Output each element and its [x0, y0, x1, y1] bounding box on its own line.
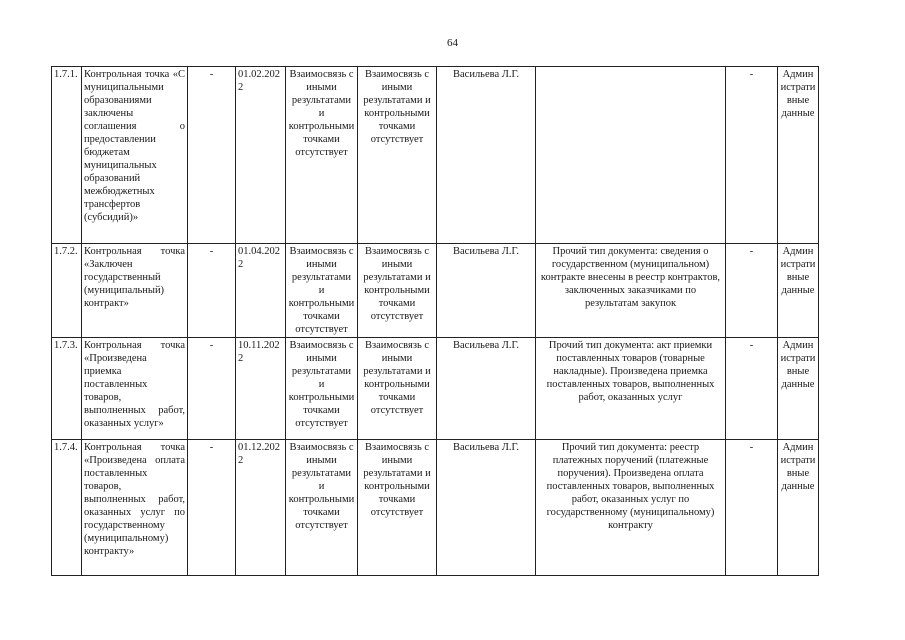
control-points-table — [51, 66, 819, 576]
row-number: 1.7.4. — [52, 440, 82, 576]
base-value: - — [188, 440, 236, 576]
info-system: - — [726, 440, 778, 576]
page-number: 64 — [447, 37, 458, 49]
document-type: Прочий тип документа: акт приемки поставленных товаров (товарные накладные). Произведена приемка поставленных товаров, выполненных работ, оказанных услуг — [536, 338, 726, 440]
table-row — [52, 67, 819, 244]
document-type: Прочий тип документа: реестр платежных поручений (платежные поручения). Произведена оплата поставленных товаров, выполненных работ, оказанных услуг по государственному (муниципальному) контракту — [536, 440, 726, 576]
data-source: Административные данные — [778, 338, 819, 440]
link-points: Взаимосвязь с иными результатами и контрольными точками отсутствует — [358, 338, 437, 440]
control-point-name: Контрольная точка «Заключен государственный (муниципальный) контракт» — [82, 244, 188, 338]
due-date: 01.02.2022 — [236, 67, 286, 244]
control-point-name: Контрольная точка «С муниципальными образованиями заключены соглашения о предоставлении бюджетам муниципальных образований межбюджетных трансфертов (субсидий)» — [82, 67, 188, 244]
row-number: 1.7.3. — [52, 338, 82, 440]
base-value: - — [188, 338, 236, 440]
info-system: - — [726, 244, 778, 338]
link-results: Взаимосвязь с иными результатами и контрольными точками отсутствует — [286, 244, 358, 338]
base-value: - — [188, 67, 236, 244]
info-system: - — [726, 338, 778, 440]
row-number: 1.7.2. — [52, 244, 82, 338]
link-points: Взаимосвязь с иными результатами и контрольными точками отсутствует — [358, 244, 437, 338]
table-row — [52, 440, 819, 576]
document-type: Прочий тип документа: сведения о государственном (муниципальном) контракте внесены в реестр контрактов, заключенных заказчиками по результатам закупок — [536, 244, 726, 338]
responsible-person: Васильева Л.Г. — [437, 244, 536, 338]
link-results: Взаимосвязь с иными результатами и контрольными точками отсутствует — [286, 67, 358, 244]
document-type — [536, 67, 726, 244]
due-date: 01.04.2022 — [236, 244, 286, 338]
control-point-name: Контрольная точка «Произведена приемка поставленных товаров, выполненных работ, оказанных услуг» — [82, 338, 188, 440]
data-source: Административные данные — [778, 440, 819, 576]
info-system: - — [726, 67, 778, 244]
table-row — [52, 244, 819, 338]
due-date: 10.11.2022 — [236, 338, 286, 440]
data-source: Административные данные — [778, 244, 819, 338]
responsible-person: Васильева Л.Г. — [437, 440, 536, 576]
base-value: - — [188, 244, 236, 338]
control-point-name: Контрольная точка «Произведена оплата поставленных товаров, выполненных работ, оказанных услуг по государственному (муниципальному) контракту» — [82, 440, 188, 576]
table-row — [52, 338, 819, 440]
responsible-person: Васильева Л.Г. — [437, 67, 536, 244]
due-date: 01.12.2022 — [236, 440, 286, 576]
responsible-person: Васильева Л.Г. — [437, 338, 536, 440]
row-number: 1.7.1. — [52, 67, 82, 244]
link-points: Взаимосвязь с иными результатами и контрольными точками отсутствует — [358, 67, 437, 244]
link-results: Взаимосвязь с иными результатами и контрольными точками отсутствует — [286, 338, 358, 440]
data-source: Административные данные — [778, 67, 819, 244]
link-results: Взаимосвязь с иными результатами и контрольными точками отсутствует — [286, 440, 358, 576]
link-points: Взаимосвязь с иными результатами и контрольными точками отсутствует — [358, 440, 437, 576]
